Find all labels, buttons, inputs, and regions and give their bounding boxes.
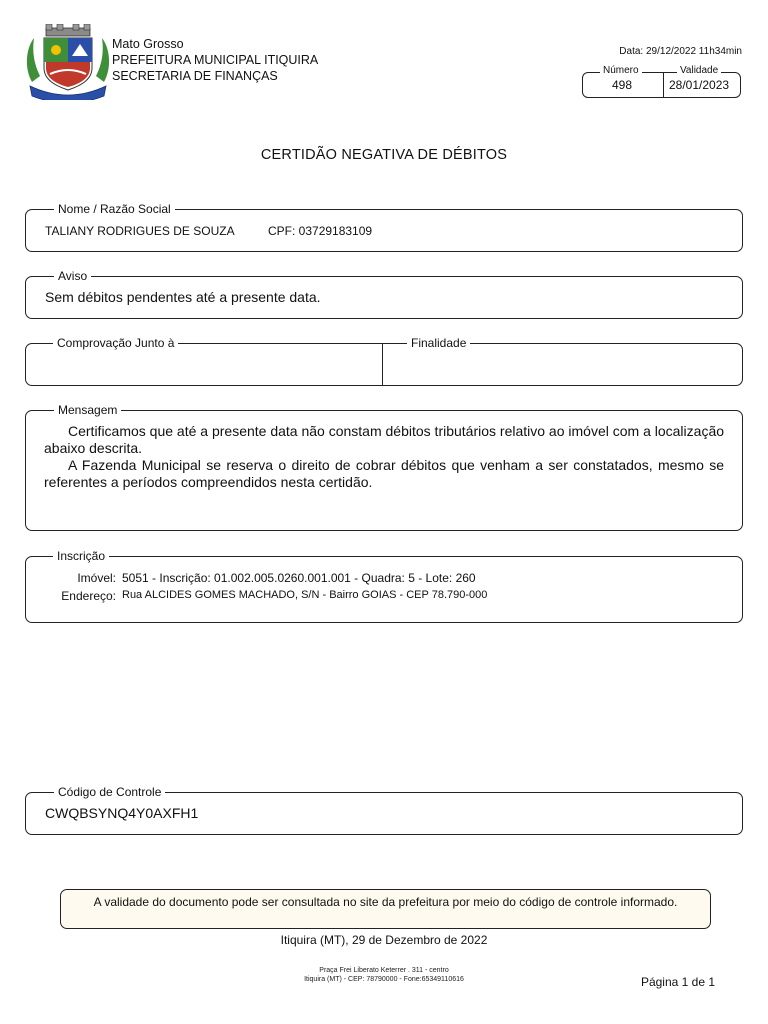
- footer-address-line-1: Praça Frei Liberato Keterrer . 311 - centro: [319, 967, 449, 974]
- header-state: Mato Grosso: [112, 37, 184, 51]
- message-section: [25, 403, 743, 531]
- message-paragraph-2: A Fazenda Municipal se reserva o direito de cobrar débitos que venham a ser constatados, mesmo se referentes a períodos compreendidos nesta certidão.: [44, 457, 724, 490]
- header-institution-block: [112, 36, 318, 84]
- proof-section-legend: Comprovação Junto à: [53, 335, 178, 351]
- municipal-crest-logo: [24, 24, 112, 100]
- proof-section: [25, 336, 743, 386]
- header-prefecture: PREFEITURA MUNICIPAL ITIQUIRA: [112, 53, 319, 67]
- notice-section: [25, 269, 743, 319]
- control-code-value: CWQBSYNQ4Y0AXFH1: [45, 805, 199, 821]
- control-code-section: [25, 785, 743, 835]
- proof-section-divider: [382, 343, 383, 386]
- number-value: 498: [612, 78, 633, 92]
- number-validity-divider: [663, 73, 664, 97]
- address-label: Endereço:: [61, 589, 116, 603]
- taxpayer-cpf: CPF: 03729183109: [268, 224, 373, 238]
- address-value: Rua ALCIDES GOMES MACHADO, S/N - Bairro GOIAS - CEP 78.790-000: [122, 589, 488, 601]
- property-row: [54, 571, 476, 585]
- registration-section-legend: Inscrição: [53, 548, 109, 564]
- message-paragraph-1: Certificamos que até a presente data não constam débitos tributários relativo ao imóvel com a localização abaixo descrita.: [44, 423, 725, 456]
- message-body: [44, 423, 724, 491]
- page-number: Página 1 de 1: [640, 975, 715, 989]
- purpose-section-legend: Finalidade: [407, 335, 470, 351]
- issue-date-label: Data:: [619, 46, 644, 57]
- message-section-legend: Mensagem: [54, 402, 121, 418]
- address-row: [54, 589, 487, 603]
- registration-section: [25, 549, 743, 623]
- number-validity-box: [582, 65, 741, 98]
- property-value: 5051 - Inscrição: 01.002.005.0260.001.001 - Quadra: 5 - Lote: 260: [122, 571, 476, 585]
- notice-text: Sem débitos pendentes até a presente data.: [45, 289, 321, 305]
- taxpayer-name: TALIANY RODRIGUES DE SOUZA: [45, 224, 235, 238]
- header-department: SECRETARIA DE FINANÇAS: [112, 69, 278, 83]
- number-label: Número: [600, 65, 642, 77]
- document-title: CERTIDÃO NEGATIVA DE DÉBITOS: [260, 147, 508, 163]
- issue-date-value: 29/12/2022 11h34min: [645, 46, 742, 57]
- validity-value: 28/01/2023: [669, 78, 730, 92]
- notice-section-legend: Aviso: [54, 268, 91, 284]
- validity-label: Validade: [677, 65, 721, 77]
- control-code-legend: Código de Controle: [54, 784, 165, 800]
- name-section: [25, 202, 743, 252]
- city-date: Itiquira (MT), 29 de Dezembro de 2022: [280, 933, 488, 947]
- validity-note: A validade do documento pode ser consultada no site da prefeitura por meio do código de controle informado.: [60, 889, 711, 929]
- property-label: Imóvel:: [77, 571, 116, 585]
- name-section-legend: Nome / Razão Social: [54, 201, 175, 217]
- issue-date: [619, 46, 742, 57]
- footer-address-line-2: Itiquira (MT) - CEP: 78790000 - Fone:65349110616: [304, 976, 464, 983]
